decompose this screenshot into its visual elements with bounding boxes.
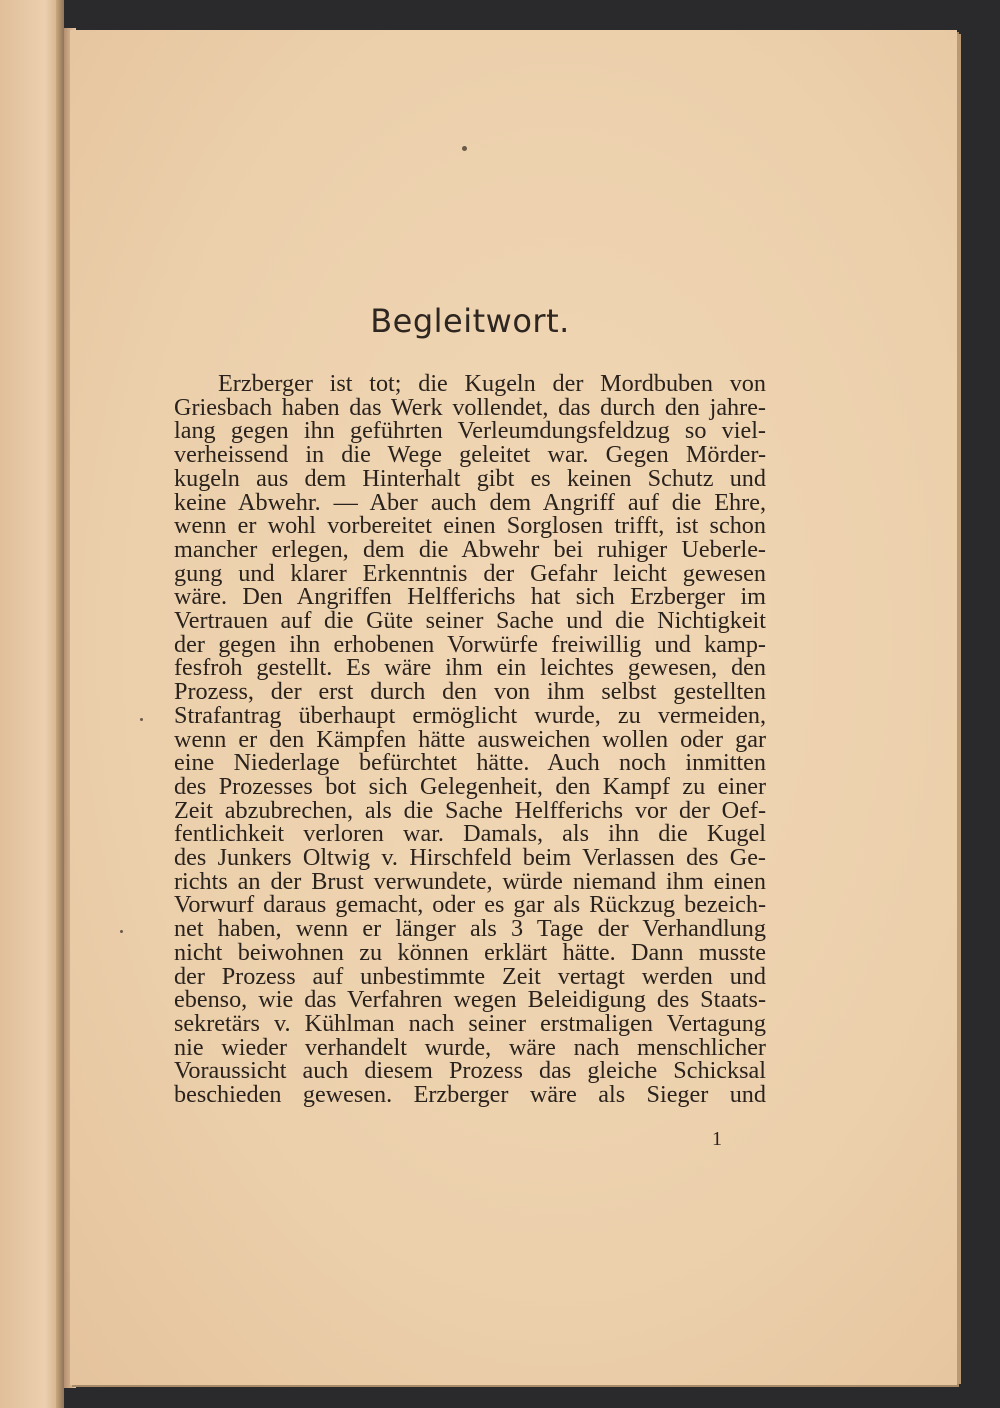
text-line: sekretärs v. Kühlman nach seiner erstmaligen Vertagung (174, 1009, 766, 1037)
text-line: Zeit abzubrechen, als die Sache Helfferichs vor der Oef- (174, 796, 766, 824)
paper-speck (140, 718, 143, 721)
text-line: beschieden gewesen. Erzberger wäre als Sieger und (174, 1081, 766, 1109)
text-line: net haben, wenn er länger als 3 Tage der Verhandlung (174, 915, 766, 943)
text-line: wenn er den Kämpfen hätte ausweichen wollen oder gar (174, 725, 766, 753)
paper-speck (462, 146, 467, 151)
text-line: Voraussicht auch diesem Prozess das gleiche Schicksal (174, 1057, 766, 1085)
text-line: keine Abwehr. — Aber auch dem Angriff auf die Ehre, (174, 488, 766, 516)
text-line: fesfroh gestellt. Es wäre ihm ein leichtes gewesen, den (174, 654, 766, 682)
page-title: Begleitwort. (370, 302, 570, 340)
page-edge (957, 34, 961, 1384)
text-line: eine Niederlage befürchtet hätte. Auch noch inmitten (174, 749, 766, 777)
text-line: der gegen ihn erhobenen Vorwürfe freiwillig und kamp- (174, 630, 766, 658)
paper-speck (120, 930, 123, 933)
text-line: Vertrauen auf die Güte seiner Sache und die Nichtigkeit (174, 607, 766, 635)
text-line: Erzberger ist tot; die Kugeln der Mordbuben von (218, 370, 766, 397)
text-line: des Prozesses bot sich Gelegenheit, den Kampf zu einer (174, 772, 766, 800)
text-line: fentlichkeit verloren war. Damals, als ihn die Kugel (174, 820, 766, 848)
text-line: nie wieder verhandelt wurde, wäre nach menschlicher (174, 1033, 766, 1061)
text-line: gung und klarer Erkenntnis der Gefahr leicht gewesen (174, 559, 766, 587)
text-line: richts an der Brust verwundete, würde niemand ihm einen (174, 867, 766, 895)
text-line: des Junkers Oltwig v. Hirschfeld beim Verlassen des Ge- (174, 844, 766, 872)
left-page-edge (0, 0, 64, 1408)
text-line: wenn er wohl vorbereitet einen Sorglosen trifft, ist schon (174, 512, 766, 540)
text-line: Prozess, der erst durch den von ihm selbst gestellten (174, 678, 766, 706)
text-line: verheissend in die Wege geleitet war. Gegen Mörder- (174, 441, 766, 469)
body-text (174, 372, 766, 1107)
text-line: mancher erlegen, dem die Abwehr bei ruhiger Ueberle- (174, 535, 766, 563)
text-line: ebenso, wie das Verfahren wegen Beleidigung des Staats- (174, 986, 766, 1014)
text-line: Vorwurf daraus gemacht, oder es gar als Rückzug bezeich- (174, 891, 766, 919)
page-number: 1 (712, 1128, 722, 1150)
text-line: nicht beiwohnen zu können erklärt hätte. Dann musste (174, 938, 766, 966)
text-line: der Prozess auf unbestimmte Zeit vertagt werden und (174, 962, 766, 990)
left-page-shadow (56, 0, 64, 1408)
text-line: Griesbach haben das Werk vollendet, das durch den jahre- (174, 393, 766, 421)
text-line: lang gegen ihn geführten Verleumdungsfeldzug so viel- (174, 417, 766, 445)
text-line: kugeln aus dem Hinterhalt gibt es keinen Schutz und (174, 464, 766, 492)
text-line: wäre. Den Angriffen Helfferichs hat sich Erzberger im (174, 583, 766, 611)
text-line: Strafantrag überhaupt ermöglicht wurde, zu vermeiden, (174, 701, 766, 729)
